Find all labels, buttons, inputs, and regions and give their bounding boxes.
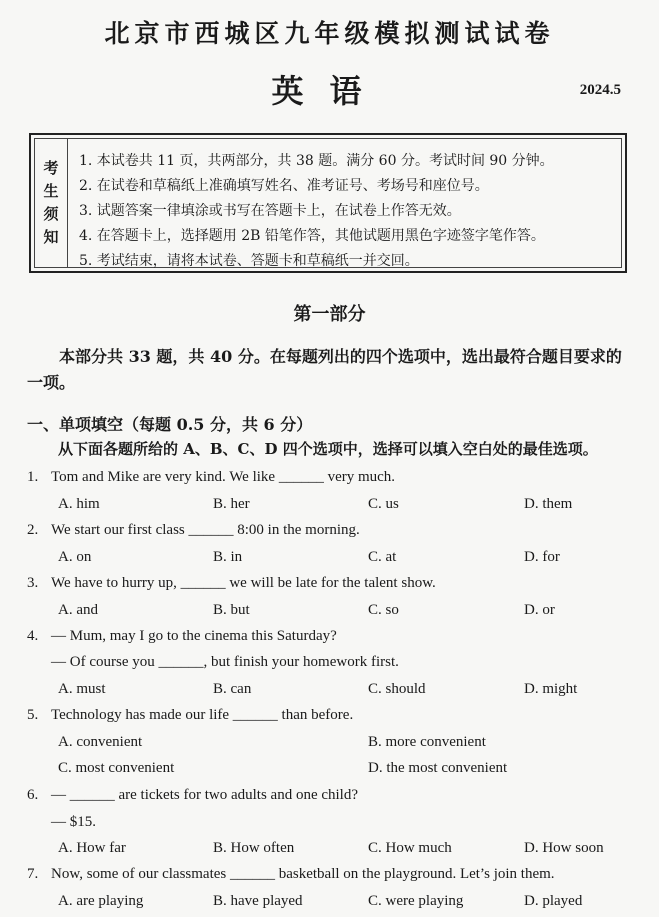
question-number: 7. [27, 866, 39, 882]
question-text: We start our first class ______ 8:00 in the morning. [51, 522, 360, 538]
option: A. must [58, 681, 106, 697]
option: A. are playing [58, 893, 144, 909]
option: D. played [524, 893, 583, 909]
notice-label-char: 考 [43, 159, 59, 177]
question-number: 2. [27, 522, 39, 538]
option: A. and [58, 602, 98, 618]
option: C. us [368, 496, 399, 512]
notice-label-char: 生 [43, 182, 59, 200]
option: B. How often [213, 840, 295, 856]
notice-item: 2. 在试卷和草稿纸上准确填写姓名、准考证号、考场号和座位号。 [79, 178, 489, 194]
question-stem [27, 707, 353, 724]
option: D. or [524, 602, 555, 618]
part-description: 本部分共 33 题，共 40 分。在每题列出的四个选项中，选出最符合题目要求的一项。 [27, 347, 622, 392]
option: A. him [58, 496, 100, 512]
question-text: Tom and Mike are very kind. We like ______ very much. [51, 469, 396, 485]
option: D. for [524, 549, 560, 565]
notice-list [79, 149, 615, 274]
question-stem [27, 469, 395, 486]
question-number: 1. [27, 469, 39, 485]
option: A. How far [58, 840, 126, 856]
option: D. the most convenient [368, 760, 508, 776]
option: C. at [368, 549, 397, 565]
notice-item: 5. 考试结束，请将本试卷、答题卡和草稿纸一并交回。 [79, 253, 419, 269]
exam-title: 北京市西城区九年级模拟测试试卷 [104, 19, 555, 48]
question-number: 4. [27, 628, 39, 644]
option: D. them [524, 496, 573, 512]
option: D. might [524, 681, 578, 697]
notice-label-char: 须 [43, 205, 59, 223]
question-number: 3. [27, 575, 39, 591]
question-text: We have to hurry up, ______ we will be late for the talent show. [51, 575, 436, 591]
option: D. How soon [524, 840, 604, 856]
notice-item: 4. 在答题卡上，选择题用 2B 铅笔作答，其他试题用黑色字迹签字笔作答。 [79, 228, 545, 244]
option: C. should [368, 681, 426, 697]
option: C. most convenient [58, 760, 175, 776]
option: C. so [368, 602, 399, 618]
question-number: 5. [27, 707, 39, 723]
question-text: Technology has made our life ______ than before. [51, 707, 354, 723]
option: B. more convenient [368, 734, 486, 750]
exam-date: 2024.5 [579, 82, 621, 98]
option: C. How much [368, 840, 452, 856]
option: A. convenient [58, 734, 143, 750]
option: C. were playing [368, 893, 464, 909]
question-text: Now, some of our classmates ______ basketball on the playground. Let’s join them. [51, 866, 555, 882]
question-stem [27, 866, 555, 883]
option: B. her [213, 496, 250, 512]
option: B. in [213, 549, 243, 565]
subject-title: 英语 [271, 72, 388, 110]
question-text: — ______ are tickets for two adults and one child? [51, 787, 359, 803]
option: B. have played [213, 893, 303, 909]
notice-label-char: 知 [43, 228, 59, 246]
question-text: — Mum, may I go to the cinema this Saturday? [51, 628, 337, 644]
notice-item: 3. 试题答案一律填涂或书写在答题卡上，在试卷上作答无效。 [79, 203, 461, 219]
notice-label [35, 139, 68, 267]
section-instruction: 从下面各题所给的 A、B、C、D 四个选项中，选择可以填入空白处的最佳选项。 [58, 440, 598, 458]
option: B. can [213, 681, 252, 697]
part-title: 第一部分 [293, 304, 366, 325]
section-heading: 一、单项填空（每题 0.5 分，共 6 分） [27, 415, 313, 434]
question-stem [27, 628, 337, 645]
question-text-continued: — Of course you ______, but finish your homework first. [51, 654, 399, 670]
question-stem [27, 522, 360, 539]
notice-item: 1. 本试卷共 11 页，共两部分，共 38 题。满分 60 分。考试时间 90 分钟。 [79, 153, 554, 169]
question-stem [27, 787, 358, 804]
option: B. but [213, 602, 250, 618]
notice-box [29, 133, 627, 273]
option: A. on [58, 549, 92, 565]
question-stem [27, 575, 436, 592]
question-number: 6. [27, 787, 39, 803]
question-text-continued: — $15. [51, 814, 96, 830]
